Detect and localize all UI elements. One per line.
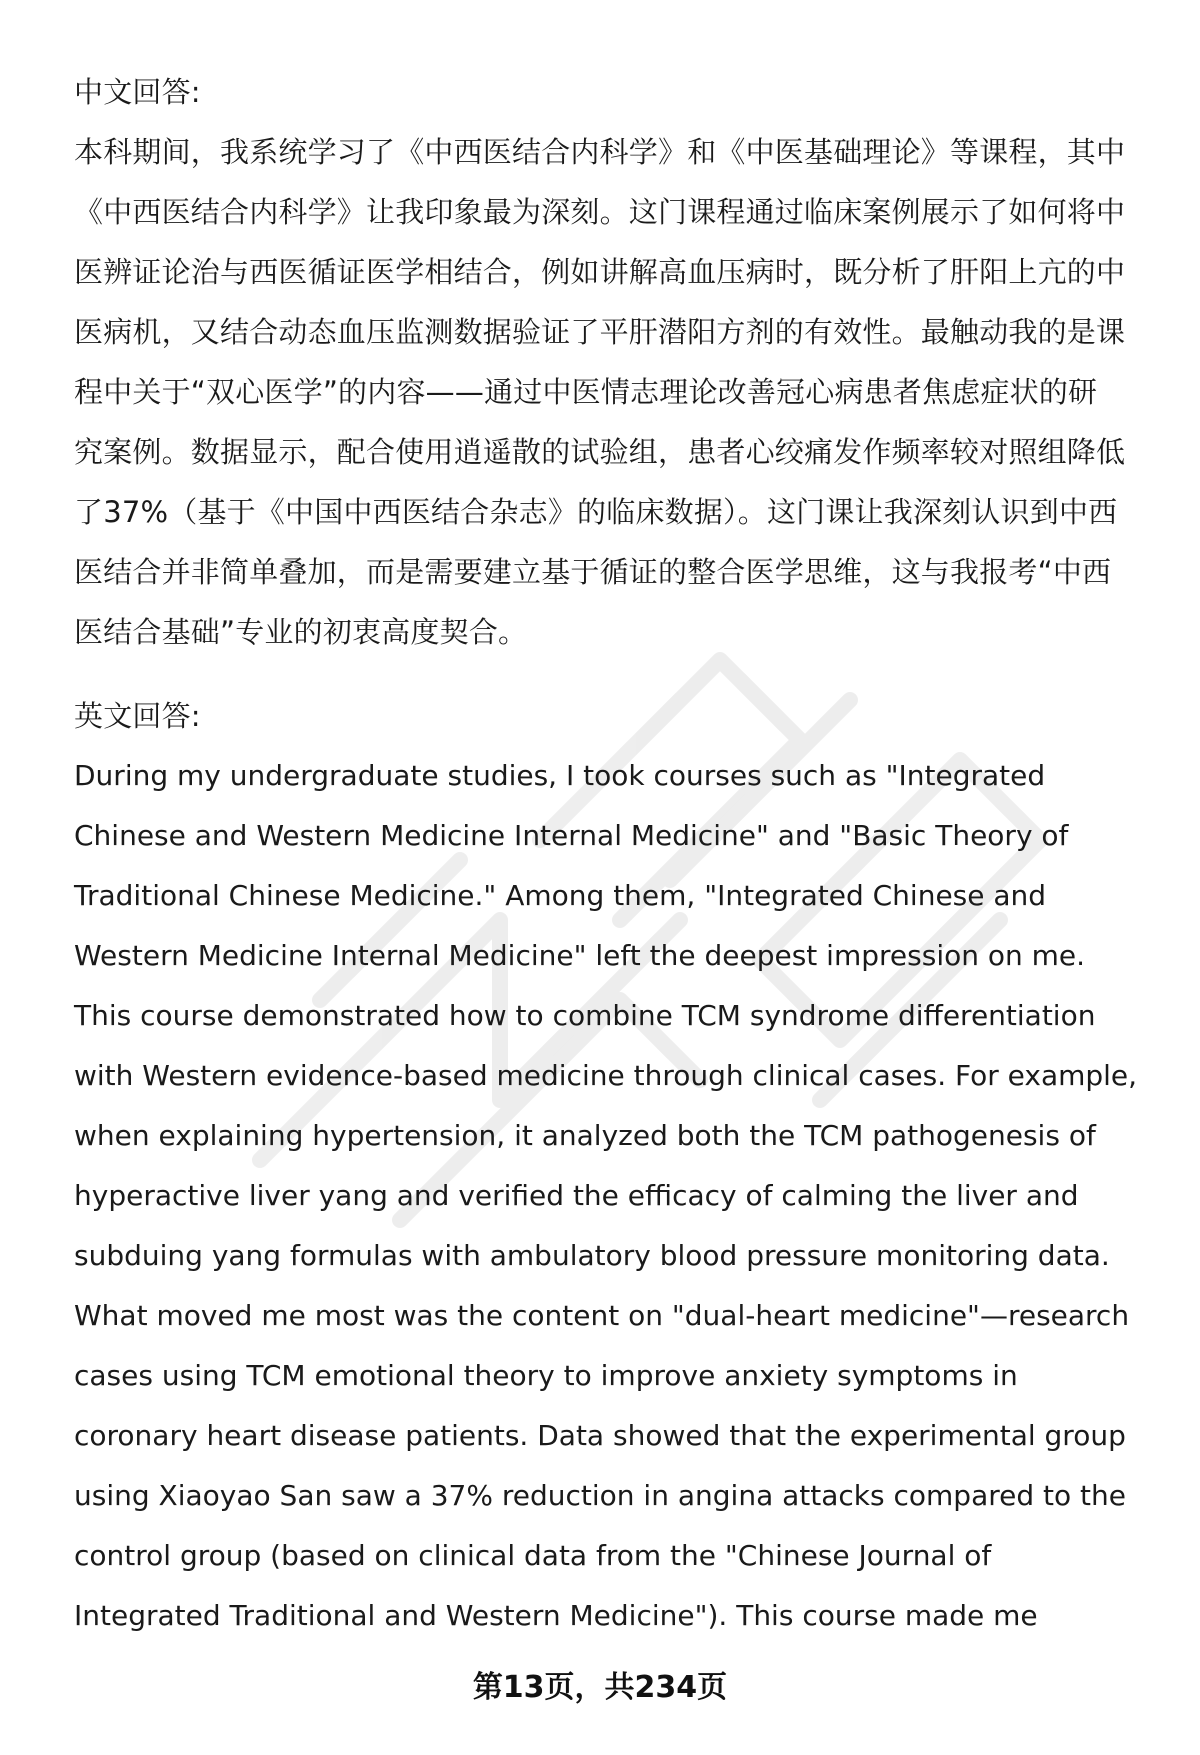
en-paragraph-line: Western Medicine Internal Medicine" left the deepest impression on me.: [74, 939, 1086, 972]
cn-paragraph-line: 本科期间，我系统学习了《中西医结合内科学》和《中医基础理论》等课程，其中: [74, 135, 1126, 169]
cn-paragraph-line: 程中关于“双心医学”的内容——通过中医情志理论改善冠心病患者焦虑症状的研: [74, 375, 1098, 409]
cn-paragraph-line: 医结合基础”专业的初衷高度契合。: [74, 615, 528, 649]
cn-paragraph-line: 医辨证论治与西医循证医学相结合，例如讲解高血压病时，既分析了肝阳上亢的中: [74, 255, 1126, 289]
en-paragraph-line: using Xiaoyao San saw a 37% reduction in angina attacks compared to the: [74, 1479, 1126, 1512]
page-number-footer: 第13页，共234页: [472, 1670, 728, 1705]
en-paragraph-line: when explaining hypertension, it analyzed both the TCM pathogenesis of: [74, 1119, 1096, 1152]
en-paragraph-line: This course demonstrated how to combine TCM syndrome differentiation: [74, 999, 1096, 1032]
en-answer-heading: 英文回答:: [74, 699, 201, 733]
en-paragraph-line: Chinese and Western Medicine Internal Medicine" and "Basic Theory of: [74, 819, 1069, 852]
cn-paragraph-line: 医结合并非简单叠加，而是需要建立基于循证的整合医学思维，这与我报考“中西: [74, 555, 1112, 589]
cn-paragraph-line: 了37%（基于《中国中西医结合杂志》的临床数据）。这门课让我深刻认识到中西: [74, 495, 1118, 529]
cn-paragraph-line: 究案例。数据显示，配合使用逍遥散的试验组，患者心绞痛发作频率较对照组降低: [74, 435, 1126, 469]
en-paragraph-line: with Western evidence-based medicine through clinical cases. For example,: [74, 1059, 1138, 1092]
cn-answer-heading: 中文回答:: [74, 75, 201, 109]
cn-paragraph-line: 《中西医结合内科学》让我印象最为深刻。这门课程通过临床案例展示了如何将中: [74, 195, 1126, 229]
en-paragraph-line: coronary heart disease patients. Data showed that the experimental group: [74, 1419, 1126, 1452]
en-paragraph-line: During my undergraduate studies, I took courses such as "Integrated: [74, 759, 1046, 792]
cn-paragraph-line: 医病机，又结合动态血压监测数据验证了平肝潜阳方剂的有效性。最触动我的是课: [74, 315, 1126, 349]
en-paragraph-line: Traditional Chinese Medicine." Among them, "Integrated Chinese and: [74, 879, 1047, 912]
en-paragraph-line: Integrated Traditional and Western Medicine"). This course made me: [74, 1599, 1038, 1632]
en-paragraph-line: hyperactive liver yang and verified the efficacy of calming the liver and: [74, 1179, 1079, 1212]
en-paragraph-line: control group (based on clinical data from the "Chinese Journal of: [74, 1539, 992, 1572]
en-paragraph-line: cases using TCM emotional theory to improve anxiety symptoms in: [74, 1359, 1018, 1392]
document-body: [74, 62, 1152, 1646]
en-paragraph-line: What moved me most was the content on "dual-heart medicine"—research: [74, 1299, 1130, 1332]
section-gap: [74, 662, 1152, 686]
en-paragraph-line: subduing yang formulas with ambulatory blood pressure monitoring data.: [74, 1239, 1110, 1272]
